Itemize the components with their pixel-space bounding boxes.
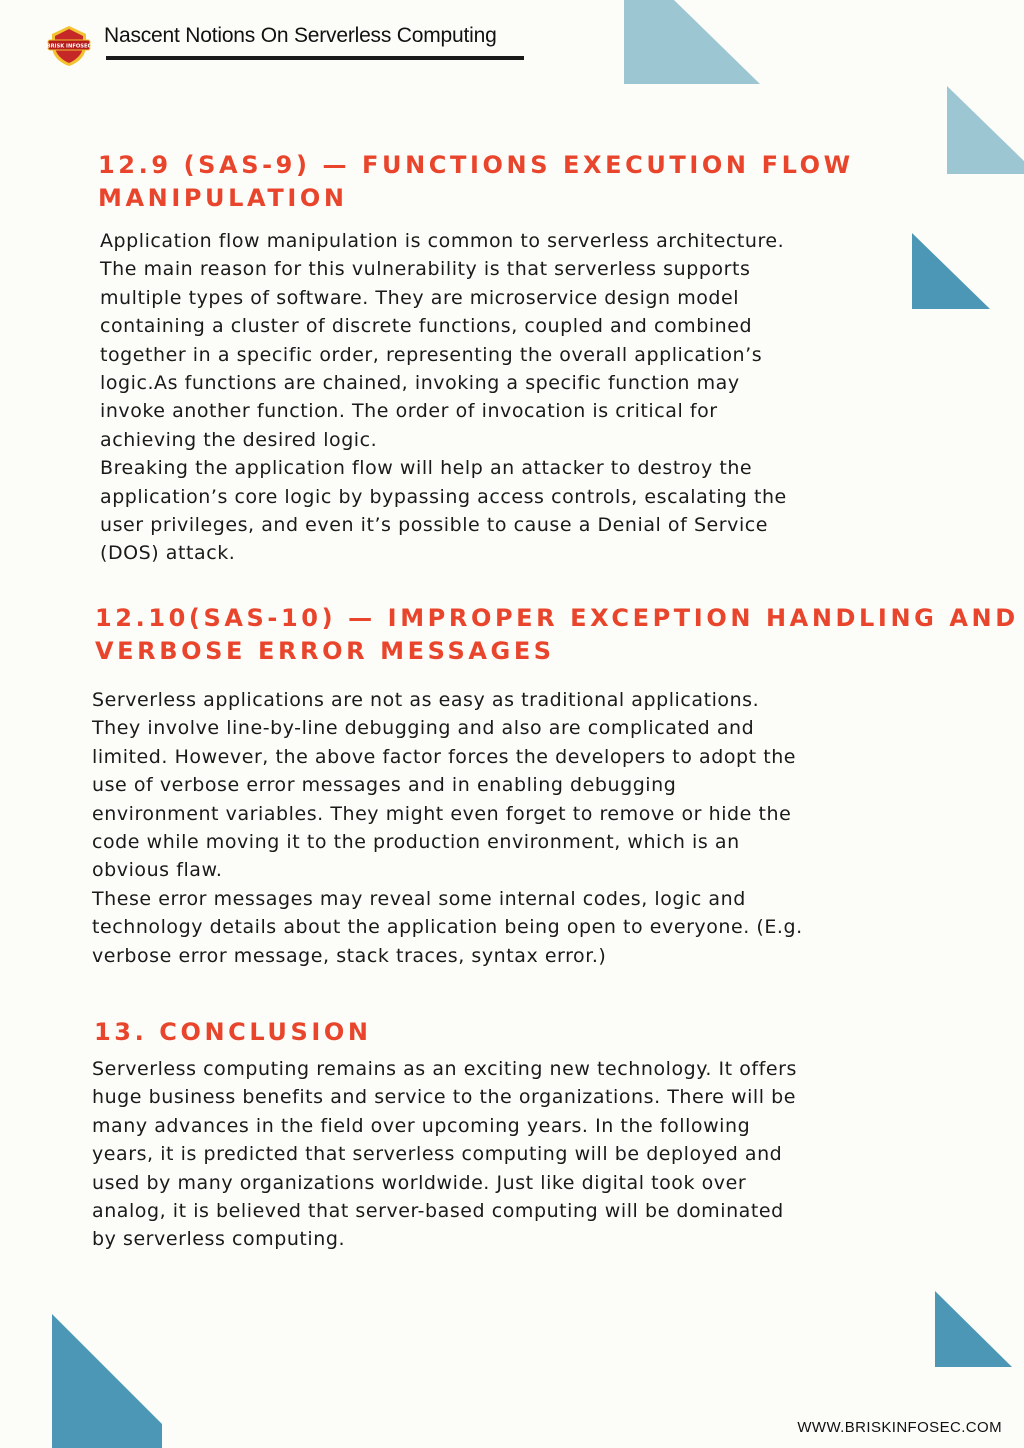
decorative-triangle-bottom-left bbox=[52, 1314, 162, 1448]
body-line: Serverless computing remains as an exciting new technology. It offers bbox=[92, 1058, 797, 1080]
body-line: many advances in the field over upcoming years. In the following bbox=[92, 1114, 751, 1137]
section-sas-9 bbox=[98, 149, 854, 568]
body-line: together in a specific order, representing the overall application’s bbox=[100, 343, 763, 366]
body-line: use of verbose error messages and in enabling debugging bbox=[92, 774, 677, 797]
body-line: code while moving it to the production environment, which is an bbox=[92, 831, 740, 854]
body-line: years, it is predicted that serverless computing will be deployed and bbox=[92, 1143, 783, 1166]
decorative-triangle-top-light bbox=[624, 0, 760, 84]
section-body bbox=[100, 227, 854, 568]
body-line: containing a cluster of discrete functions, coupled and combined bbox=[100, 315, 753, 338]
decorative-triangle-bottom-right bbox=[935, 1291, 1012, 1367]
section-sas-10 bbox=[92, 602, 1019, 970]
body-line: analog, it is believed that server-based computing will be dominated bbox=[92, 1200, 784, 1223]
body-line: These error messages may reveal some internal codes, logic and bbox=[92, 887, 746, 910]
body-line: used by many organizations worldwide. Just like digital took over bbox=[92, 1171, 747, 1194]
section-heading-line: 12.9 (SAS-9) — FUNCTIONS EXECUTION FLOW bbox=[98, 151, 854, 179]
section-body bbox=[92, 686, 1019, 970]
brisk-infosec-logo bbox=[46, 22, 92, 68]
body-line: logic.As functions are chained, invoking a specific function may bbox=[100, 372, 740, 395]
body-line: They involve line-by-line debugging and also are complicated and bbox=[92, 717, 755, 740]
section-heading bbox=[98, 149, 854, 215]
section-heading-line: VERBOSE ERROR MESSAGES bbox=[95, 637, 555, 665]
section-body bbox=[92, 1055, 797, 1254]
section-heading-line: MANIPULATION bbox=[98, 184, 348, 212]
body-line: by serverless computing. bbox=[92, 1228, 346, 1251]
body-line: invoke another function. The order of invocation is critical for bbox=[100, 400, 718, 423]
body-line: (DOS) attack. bbox=[100, 542, 236, 565]
body-line: obvious flaw. bbox=[92, 859, 223, 882]
section-heading bbox=[94, 1016, 797, 1049]
svg-text:BRISK INFOSEC: BRISK INFOSEC bbox=[46, 43, 92, 50]
body-line: verbose error message, stack traces, syntax error.) bbox=[92, 944, 607, 967]
section-conclusion bbox=[94, 1016, 797, 1254]
decorative-triangle-right-light bbox=[947, 86, 1024, 174]
body-line: Breaking the application flow will help an attacker to destroy the bbox=[100, 457, 753, 480]
body-line: technology details about the application being open to everyone. (E.g. bbox=[92, 916, 803, 939]
footer-website-link[interactable]: WWW.BRISKINFOSEC.COM bbox=[797, 1419, 1002, 1436]
page-header bbox=[46, 18, 526, 64]
body-line: huge business benefits and service to the organizations. There will be bbox=[92, 1086, 797, 1109]
header-underline bbox=[106, 56, 524, 60]
body-line: Serverless applications are not as easy as traditional applications. bbox=[92, 689, 760, 711]
document-title: Nascent Notions On Serverless Computing bbox=[104, 24, 497, 47]
body-line: environment variables. They might even forget to remove or hide the bbox=[92, 802, 792, 825]
section-heading-line: 13. CONCLUSION bbox=[94, 1018, 372, 1046]
body-line: application’s core logic by bypassing access controls, escalating the bbox=[100, 485, 787, 508]
body-line: achieving the desired logic. bbox=[100, 428, 378, 451]
section-heading-line: 12.10(SAS-10) — IMPROPER EXCEPTION HANDLING AND bbox=[95, 604, 1019, 632]
body-line: limited. However, the above factor forces the developers to adopt the bbox=[92, 745, 797, 768]
body-line: user privileges, and even it’s possible to cause a Denial of Service bbox=[100, 514, 769, 537]
body-line: Application flow manipulation is common to serverless architecture. bbox=[100, 230, 785, 252]
section-heading bbox=[95, 602, 1019, 668]
body-line: The main reason for this vulnerability is that serverless supports bbox=[100, 258, 751, 281]
decorative-triangle-right-dark bbox=[912, 233, 990, 309]
body-line: multiple types of software. They are microservice design model bbox=[100, 286, 740, 309]
